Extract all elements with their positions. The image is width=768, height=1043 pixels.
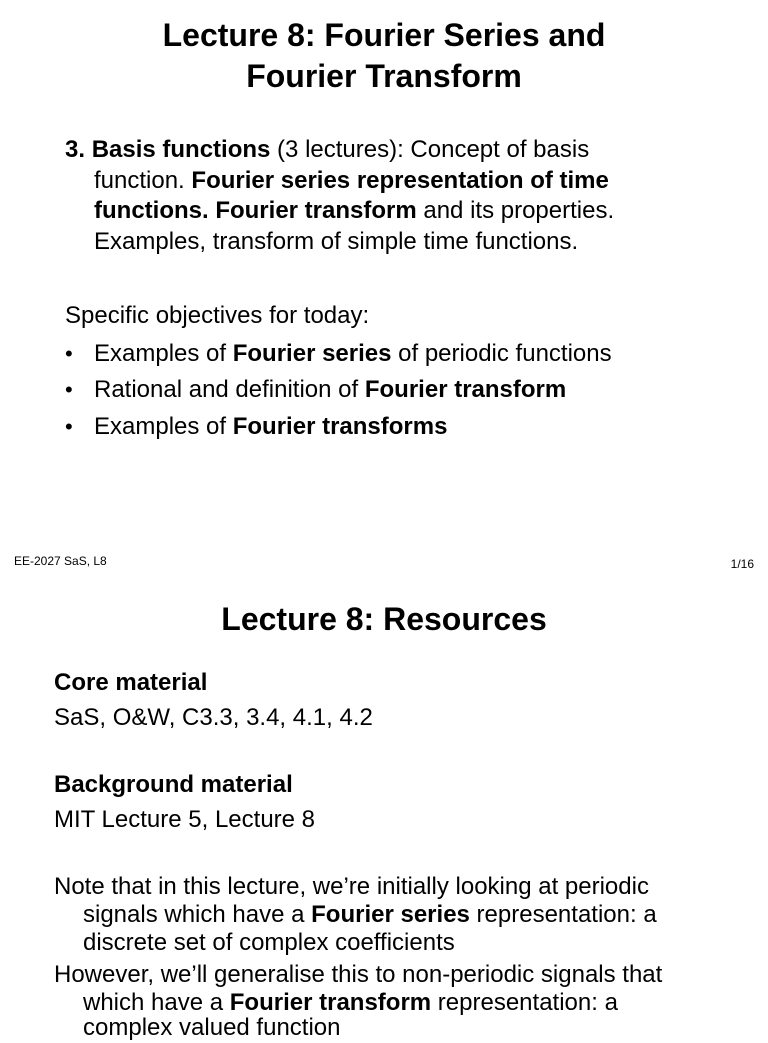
slide-page-number: 1/16 xyxy=(730,557,754,571)
bullet-1-bold: Fourier series xyxy=(232,340,392,367)
list-item xyxy=(65,412,73,442)
however-line-3: complex valued function xyxy=(83,1014,341,1041)
bullet-icon: • xyxy=(65,414,73,439)
note-line-2-bold: Fourier series xyxy=(311,901,470,928)
bullet-3-before: Examples of xyxy=(94,413,233,440)
item-line-3-rest: and its properties. xyxy=(416,197,615,224)
list-item xyxy=(65,339,73,369)
however-line-2-after: representation: a xyxy=(431,989,618,1016)
list-item-text xyxy=(94,339,612,369)
however-line-1: However, we’ll generalise this to non-periodic signals that xyxy=(54,961,663,988)
bullet-1-after: of periodic functions xyxy=(391,340,612,367)
objectives-heading: Specific objectives for today: xyxy=(65,302,370,329)
note-line-2-before: signals which have a xyxy=(83,901,312,928)
bullet-3-bold: Fourier transforms xyxy=(232,413,448,440)
list-item xyxy=(65,375,73,405)
note-line-1: Note that in this lecture, we’re initially looking at periodic xyxy=(54,873,649,900)
item-line-2 xyxy=(94,166,609,196)
slide-2-title: Lecture 8: Resources xyxy=(221,601,547,637)
item-line-4: Examples, transform of simple time functions. xyxy=(94,228,579,255)
note-line-2 xyxy=(83,900,657,930)
slide-footer-course: EE-2027 SaS, L8 xyxy=(14,554,107,568)
item-line-3-bold: functions. Fourier transform xyxy=(94,197,417,224)
slide-1-title-line-1: Lecture 8: Fourier Series and xyxy=(162,17,606,53)
note-line-3: discrete set of complex coefficients xyxy=(83,929,455,956)
bullet-icon: • xyxy=(65,377,73,402)
note-line-2-after: representation: a xyxy=(469,901,657,928)
item-line-1-rest: (3 lectures): Concept of basis xyxy=(270,136,590,163)
item-line-1 xyxy=(65,135,589,165)
item-line-2-bold: Fourier series representation of time xyxy=(191,167,609,194)
list-item-text xyxy=(94,375,566,405)
core-material-heading: Core material xyxy=(54,669,208,696)
bullet-1-before: Examples of xyxy=(94,340,233,367)
background-material-heading: Background material xyxy=(54,771,293,798)
item-heading: Basis functions xyxy=(91,136,271,163)
slide-1-title-line-2: Fourier Transform xyxy=(246,58,522,94)
however-line-2-before: which have a xyxy=(83,989,230,1016)
item-number: 3. xyxy=(65,136,86,163)
item-line-3 xyxy=(94,196,614,226)
however-line-2-bold: Fourier transform xyxy=(229,989,432,1016)
bullet-2-before: Rational and definition of xyxy=(94,376,365,403)
item-line-2-plain: function. xyxy=(94,167,192,194)
bullet-icon: • xyxy=(65,341,73,366)
core-material-text: SaS, O&W, C3.3, 3.4, 4.1, 4.2 xyxy=(54,704,373,731)
bullet-2-bold: Fourier transform xyxy=(364,376,567,403)
background-material-text: MIT Lecture 5, Lecture 8 xyxy=(54,806,316,833)
list-item-text xyxy=(94,412,447,442)
